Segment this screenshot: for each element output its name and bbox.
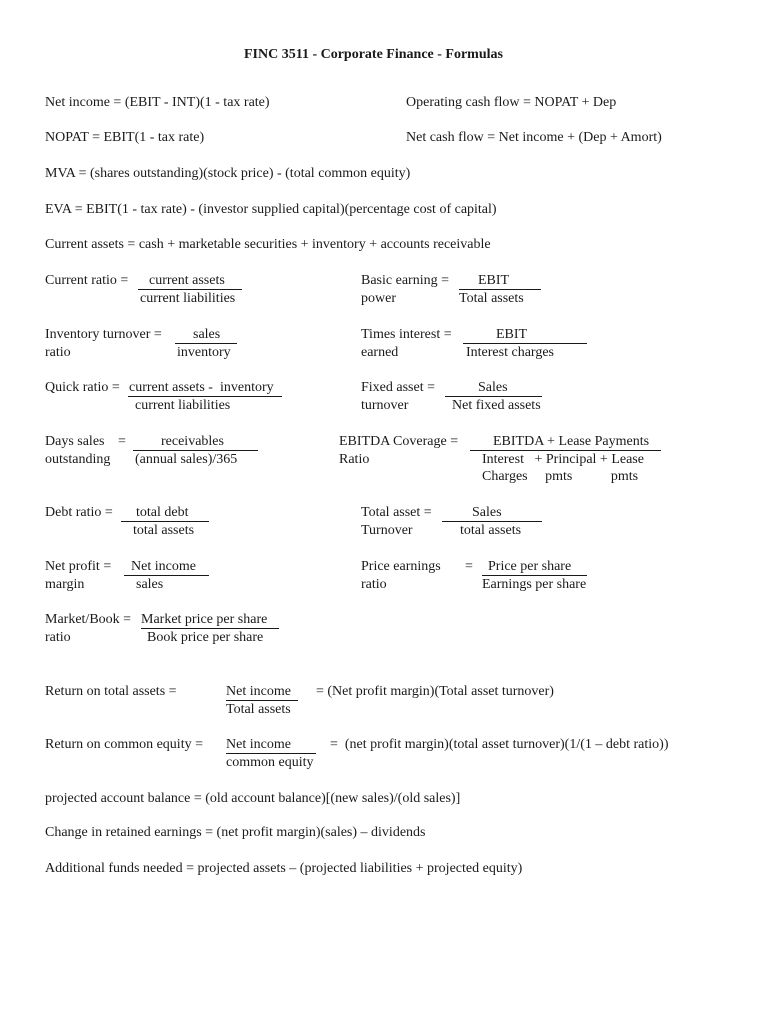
fat-numerator: Sales <box>478 380 508 395</box>
change-retained-earnings-formula: Change in retained earnings = (net profit margin)(sales) – dividends <box>45 825 426 840</box>
dso-label-1: Days sales <box>45 434 105 449</box>
roa-rhs: = (Net profit margin)(Total asset turnover) <box>316 684 554 699</box>
fat-label-1: Fixed asset = <box>361 380 435 395</box>
quick-ratio-numerator: current assets - inventory <box>129 380 274 395</box>
bep-label-2: power <box>361 291 396 306</box>
fat-label-2: turnover <box>361 398 409 413</box>
roe-rhs: = (net profit margin)(total asset turnover)(1/(1 – debt ratio)) <box>330 737 669 752</box>
mb-label-2: ratio <box>45 630 71 645</box>
quick-ratio-label: Quick ratio = <box>45 380 120 395</box>
afn-formula: Additional funds needed = projected assets – (projected liabilities + projected equity) <box>45 861 523 876</box>
debt-ratio-numerator: total debt <box>136 505 189 520</box>
tie-label-2: earned <box>361 345 399 360</box>
inventory-turnover-label-2: ratio <box>45 345 71 360</box>
mb-denominator: Book price per share <box>147 630 264 645</box>
tat-denominator: total assets <box>460 523 522 538</box>
ebitda-numerator: EBITDA + Lease Payments <box>493 434 650 449</box>
fraction-bar <box>133 450 258 451</box>
roe-label: Return on common equity = <box>45 737 203 752</box>
current-ratio-label: Current ratio = <box>45 273 129 288</box>
npm-numerator: Net income <box>131 559 196 574</box>
fraction-bar <box>482 575 587 576</box>
npm-label-1: Net profit = <box>45 559 112 574</box>
quick-ratio-denominator: current liabilities <box>135 398 231 413</box>
roe-numerator: Net income <box>226 737 291 752</box>
fraction-bar <box>175 343 237 344</box>
nopat-formula: NOPAT = EBIT(1 - tax rate) <box>45 130 205 145</box>
npm-label-2: margin <box>45 577 85 592</box>
fraction-bar <box>463 343 587 344</box>
mb-label-1: Market/Book = <box>45 612 132 627</box>
tat-numerator: Sales <box>472 505 502 520</box>
net-income-formula: Net income = (EBIT - INT)(1 - tax rate) <box>45 95 270 110</box>
fraction-bar <box>226 753 316 754</box>
net-cash-flow-formula: Net cash flow = Net income + (Dep + Amort) <box>406 130 662 145</box>
current-ratio-numerator: current assets <box>149 273 225 288</box>
roe-denominator: common equity <box>226 755 314 770</box>
dso-equals: = <box>118 434 126 449</box>
fraction-bar <box>445 396 542 397</box>
pe-label-1: Price earnings <box>361 559 441 574</box>
npm-denominator: sales <box>136 577 164 592</box>
current-assets-formula: Current assets = cash + marketable securities + inventory + accounts receivable <box>45 237 491 252</box>
inventory-turnover-denominator: inventory <box>177 345 231 360</box>
current-ratio-denominator: current liabilities <box>140 291 236 306</box>
debt-ratio-denominator: total assets <box>133 523 195 538</box>
tie-label-1: Times interest = <box>361 327 452 342</box>
tat-label-1: Total asset = <box>361 505 432 520</box>
dso-label-2: outstanding <box>45 452 111 467</box>
pe-denominator: Earnings per share <box>482 577 587 592</box>
roa-denominator: Total assets <box>226 702 291 717</box>
fat-denominator: Net fixed assets <box>452 398 541 413</box>
inventory-turnover-numerator: sales <box>193 327 221 342</box>
pe-equals: = <box>465 559 473 574</box>
ebitda-label-2: Ratio <box>339 452 370 467</box>
bep-label-1: Basic earning = <box>361 273 449 288</box>
bep-denominator: Total assets <box>459 291 524 306</box>
roa-label: Return on total assets = <box>45 684 177 699</box>
dso-denominator: (annual sales)/365 <box>135 452 238 467</box>
ebitda-label-1: EBITDA Coverage = <box>339 434 459 449</box>
pe-label-2: ratio <box>361 577 387 592</box>
fraction-bar <box>226 700 298 701</box>
ebitda-denominator-line-1: Interest + Principal + Lease <box>482 452 644 467</box>
inventory-turnover-label-1: Inventory turnover = <box>45 327 162 342</box>
fraction-bar <box>121 521 209 522</box>
fraction-bar <box>128 396 282 397</box>
bep-numerator: EBIT <box>478 273 510 288</box>
tie-numerator: EBIT <box>496 327 528 342</box>
roa-numerator: Net income <box>226 684 291 699</box>
debt-ratio-label: Debt ratio = <box>45 505 113 520</box>
tat-label-2: Turnover <box>361 523 413 538</box>
mb-numerator: Market price per share <box>141 612 268 627</box>
fraction-bar <box>124 575 209 576</box>
fraction-bar <box>470 450 661 451</box>
fraction-bar <box>442 521 542 522</box>
projected-balance-formula: projected account balance = (old account balance)[(new sales)/(old sales)] <box>45 791 461 806</box>
ebitda-denominator-line-2: Charges pmts pmts <box>482 469 639 484</box>
pe-numerator: Price per share <box>488 559 572 574</box>
dso-numerator: receivables <box>161 434 224 449</box>
operating-cash-flow-formula: Operating cash flow = NOPAT + Dep <box>406 95 617 110</box>
mva-formula: MVA = (shares outstanding)(stock price) - (total common equity) <box>45 166 411 181</box>
tie-denominator: Interest charges <box>466 345 554 360</box>
fraction-bar <box>459 289 541 290</box>
eva-formula: EVA = EBIT(1 - tax rate) - (investor supplied capital)(percentage cost of capital) <box>45 202 497 217</box>
fraction-bar <box>138 289 242 290</box>
fraction-bar <box>141 628 279 629</box>
page-title: FINC 3511 - Corporate Finance - Formulas <box>244 47 503 62</box>
